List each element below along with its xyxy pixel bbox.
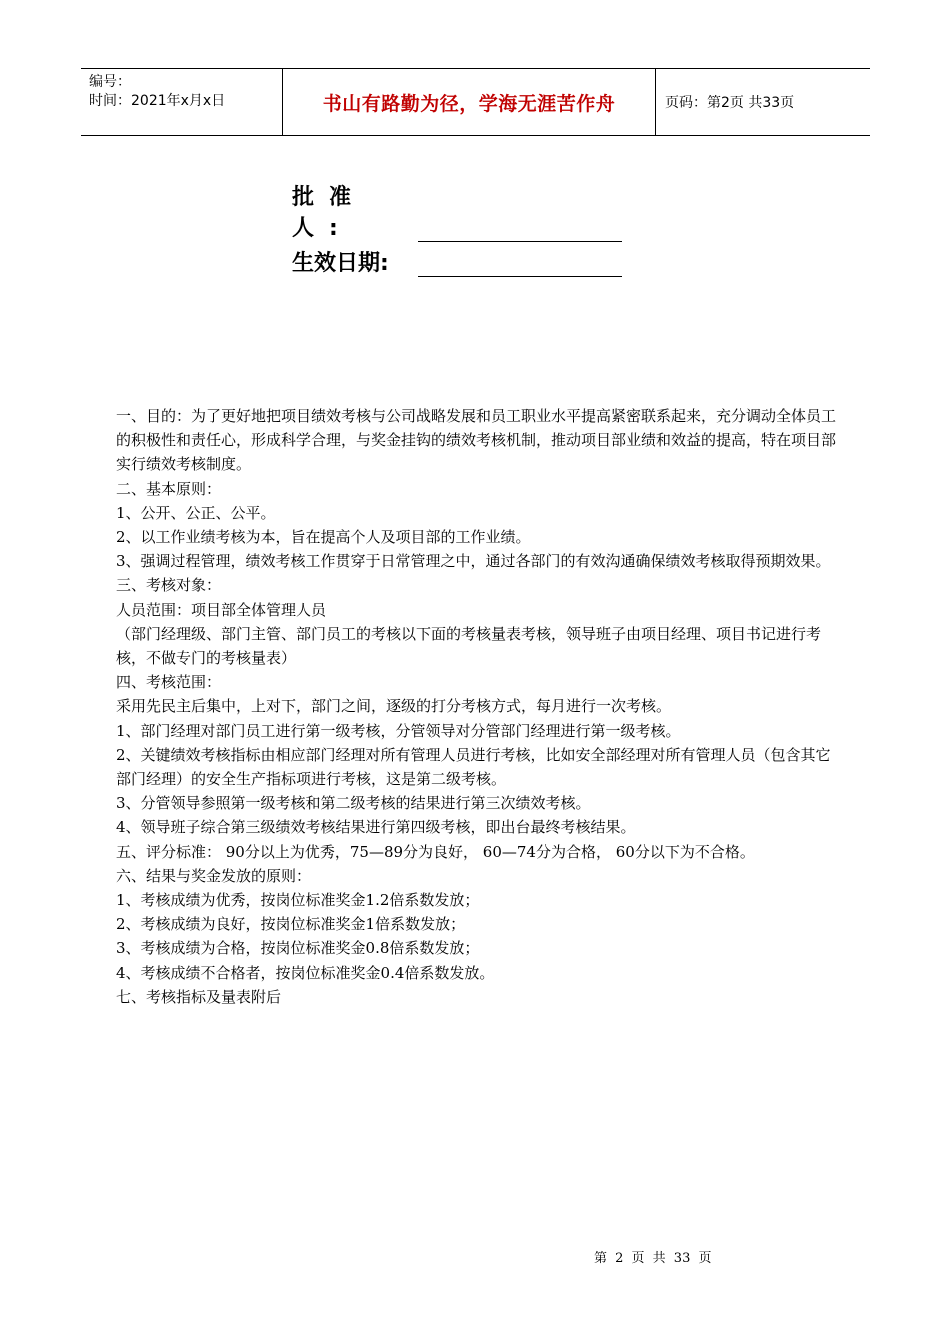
- paragraph: 3、考核成绩为合格，按岗位标准奖金0.8倍系数发放；: [116, 939, 480, 958]
- effective-date-label: 生效日期:: [292, 251, 389, 276]
- paragraph: （部门经理级、部门主管、部门员工的考核以下面的考核量表考核，领导班子由项目经理、项目书记进行考核，不做专门的考核量表）: [116, 624, 822, 668]
- paragraph: 人员范围：项目部全体管理人员: [116, 600, 327, 619]
- header-page-info: 页码：第2页 共33页: [665, 95, 795, 111]
- paragraph: 一、目的：为了更好地把项目绩效考核与公司战略发展和员工职业水平提高紧密联系起来，充分调动全体员工的积极性和责任心，形成科学合理，与奖金挂钩的绩效考核机制，推动项目部业绩和效益的提高，特在项目部实行绩效考核制度。: [116, 407, 837, 474]
- paragraph: 2、关键绩效考核指标由相应部门经理对所有管理人员进行考核，比如安全部经理对所有管理人员（包含其它部门经理）的安全生产指标项进行考核，这是第二级考核。: [116, 745, 831, 789]
- paragraph: 1、考核成绩为优秀，按岗位标准奖金1.2倍系数发放；: [116, 891, 480, 910]
- document-header: [81, 68, 870, 136]
- paragraph: 六、结果与奖金发放的原则：: [116, 866, 312, 885]
- document-time-label: 时间：2021年x月x日: [89, 93, 226, 109]
- paragraph: 3、强调过程管理，绩效考核工作贯穿于日常管理之中，通过各部门的有效沟通确保绩效考核取得预期效果。: [116, 552, 831, 571]
- paragraph: 五、评分标准： 90分以上为优秀，75—89分为良好， 60—74分为合格， 60分以下为不合格。: [116, 842, 755, 861]
- paragraph: 七、考核指标及量表附后: [116, 987, 282, 1006]
- approver-signature-line: [418, 217, 622, 242]
- document-number-label: 编号：: [89, 74, 131, 90]
- paragraph: 1、部门经理对部门员工进行第一级考核，分管领导对分管部门经理进行第一级考核。: [116, 721, 681, 740]
- paragraph: 二、基本原则：: [116, 479, 222, 498]
- paragraph: 3、分管领导参照第一级考核和第二级考核的结果进行第三次绩效考核。: [116, 794, 591, 813]
- paragraph: 四、考核范围：: [116, 673, 222, 692]
- paragraph: 2、以工作业绩考核为本，旨在提高个人及项目部的工作业绩。: [116, 528, 531, 547]
- effective-date-row: [292, 246, 622, 277]
- effective-date-line: [418, 252, 622, 277]
- paragraph: 1、公开、公正、公平。: [116, 503, 276, 522]
- paragraph: 4、考核成绩不合格者，按岗位标准奖金0.4倍系数发放。: [116, 963, 495, 982]
- header-meta-cell: [81, 69, 283, 135]
- document-body: [116, 404, 840, 1009]
- paragraph: 三、考核对象：: [116, 576, 222, 595]
- approver-label: 批准人:: [292, 185, 367, 241]
- page-footer: 第 2 页 共 33 页: [594, 1251, 712, 1266]
- approver-row: [292, 180, 622, 242]
- paragraph: 2、考核成绩为良好，按岗位标准奖金1倍系数发放；: [116, 915, 466, 934]
- header-motto: 书山有路勤为径，学海无涯苦作舟: [283, 69, 656, 135]
- paragraph: 采用先民主后集中，上对下，部门之间，逐级的打分考核方式，每月进行一次考核。: [116, 697, 672, 716]
- paragraph: 4、领导班子综合第三级绩效考核结果进行第四级考核，即出台最终考核结果。: [116, 818, 636, 837]
